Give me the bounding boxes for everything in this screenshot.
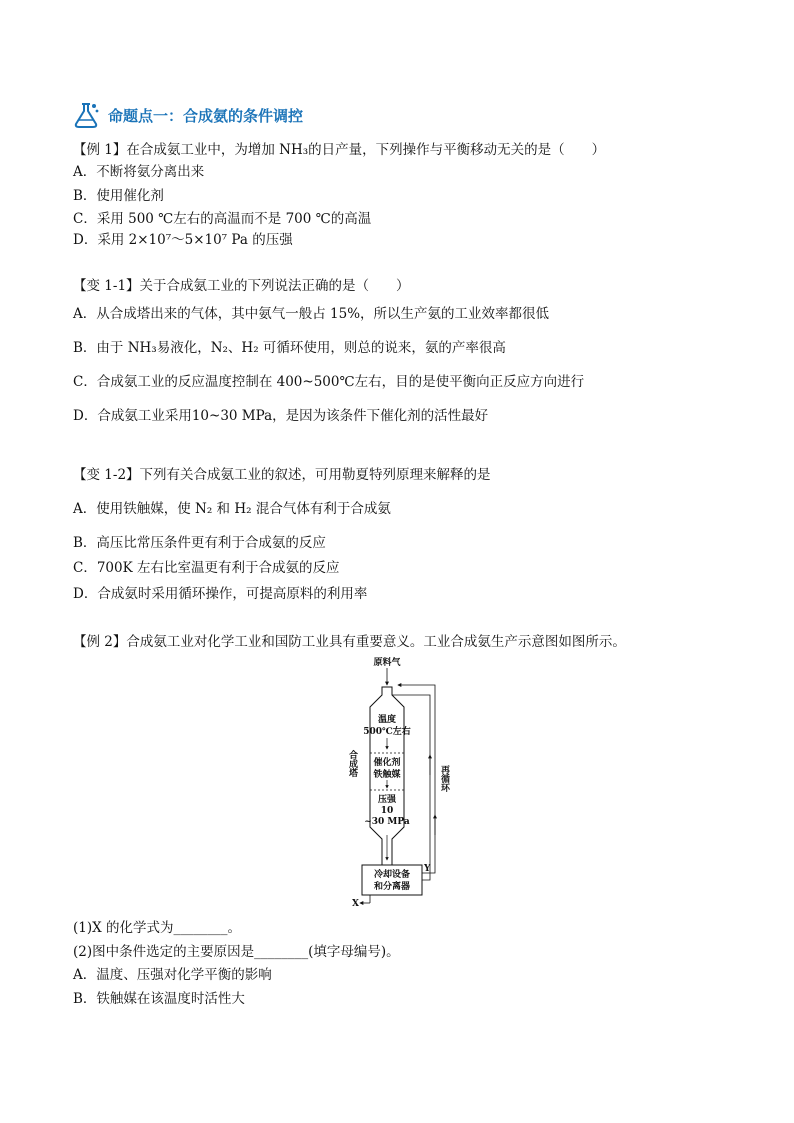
catalyst-label: 催化剂 [373, 758, 401, 768]
var11-stem: 【变 1-1】关于合成氨工业的下列说法正确的是（ ） [73, 278, 410, 294]
var11-option-d: D．合成氨工业采用10~30 MPa，是因为该条件下催化剂的活性最好 [73, 408, 489, 424]
ex2-option-b: B．铁触媒在该温度时活性大 [73, 991, 245, 1007]
ex1-option-c: C．采用 500 ℃左右的高温而不是 700 ℃的高温 [73, 211, 372, 227]
var12-option-c: C．700K 左右比室温更有利于合成氨的反应 [73, 560, 340, 576]
ex2-stem: 【例 2】合成氨工业对化学工业和国防工业具有重要意义。工业合成氨生产示意图如图所示。 [73, 634, 626, 650]
cooler-label-2: 和分离器 [373, 882, 411, 892]
ex2-question-2: (2)图中条件选定的主要原因是________(填字母编号)。 [73, 944, 400, 960]
var12-option-a: A．使用铁触媒，使 N₂ 和 H₂ 混合气体有利于合成氨 [73, 501, 391, 517]
var12-option-d: D．合成氨时采用循环操作，可提高原料的利用率 [73, 586, 368, 602]
temp-label: 温度 [377, 715, 397, 725]
x-label: X [352, 899, 359, 909]
tower-label: 合成塔 [347, 750, 357, 777]
ex2-question-1: (1)X 的化学式为________。 [73, 920, 242, 936]
var12-option-b: B．高压比常压条件更有利于合成氨的反应 [73, 535, 326, 551]
var12-stem: 【变 1-2】下列有关合成氨工业的叙述，可用勒夏特列原理来解释的是 [73, 467, 491, 483]
catalyst-name: 铁触媒 [373, 770, 401, 780]
ex1-option-d: D．采用 2×10⁷～5×10⁷ Pa 的压强 [73, 232, 293, 248]
recycle-label: 再循环 [439, 765, 449, 792]
ex1-stem: 【例 1】在合成氨工业中，为增加 NH₃的日产量，下列操作与平衡移动无关的是（ ） [73, 142, 606, 158]
pressure-label: 压强 [377, 795, 397, 805]
var11-option-c: C．合成氨工业的反应温度控制在 400~500℃左右，目的是使平衡向正反应方向进行 [73, 374, 585, 390]
y-label: Y [424, 864, 431, 874]
pressure-range: ~30 MPa [364, 817, 410, 827]
feed-label: 原料气 [373, 658, 401, 668]
ex1-option-a: A．不断将氨分离出来 [73, 164, 205, 180]
ex1-option-b: B．使用催化剂 [73, 188, 164, 204]
flask-icon [70, 98, 102, 130]
var11-option-b: B．由于 NH₃易液化，N₂、H₂ 可循环使用，则总的说来，氨的产率很高 [73, 340, 506, 356]
section-title: 命题点一：合成氨的条件调控 [108, 107, 304, 125]
temp-value: 500℃左右 [363, 727, 411, 737]
var11-option-a: A．从合成塔出来的气体，其中氨气一般占 15%，所以生产氨的工业效率都很低 [73, 306, 550, 322]
cooler-label-1: 冷却设备 [373, 870, 411, 880]
ammonia-process-diagram [340, 655, 470, 915]
pressure-value: 10 [380, 806, 394, 816]
ex2-option-a: A．温度、压强对化学平衡的影响 [73, 967, 272, 983]
